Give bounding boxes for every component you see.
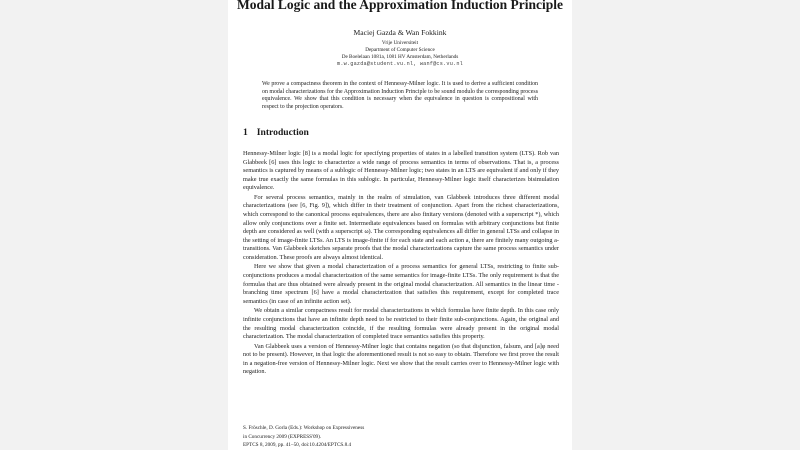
paragraph: We obtain a similar compactness result for modal characterizations in which formulas have finite depth. In this case only infinite conjunctions that have an infinite depth need to be restricted to their finite sub-conjunctions. Again, the original and the resulting modal characterization coincide, if the resulting formulas were already present in the original modal characterization. The modal characterization of completed trace semantics satisfies this property.	[243, 307, 559, 341]
paper-title: Modal Logic and the Approximation Induction Principle	[236, 0, 564, 12]
section-heading	[243, 127, 309, 138]
footer-line: EPTCS 8, 2009, pp. 41–50, doi:10.4204/EPTCS.8.4	[243, 442, 352, 449]
affiliation-address: De Boelelaan 1081a, 1081 HV Amsterdam, Netherlands	[341, 53, 459, 60]
footer-line: in Concurrency 2009 (EXPRESS'09).	[243, 433, 322, 440]
affiliation-university: Vrije Universiteit	[381, 40, 419, 46]
paragraph: Van Glabbeek uses a version of Hennessy-Milner logic that contains negation (so that disjunction, falsum, and [a]φ need not to be present). However, in that logic the aforementioned result is not so easy to obtain. Therefore we first prove the result in a negation-free version of Hennessy-Milner logic. Next we show that the result carries over to Hennessy-Milner logic with negation.	[243, 342, 559, 376]
paragraph: Here we show that given a modal characterization of a process semantics for general LTSs, restricting to finite sub-conjunctions produces a modal characterization of the same semantics for image-finite LTSs. The only requirement is that the formulas that are thus obtained were already present in the original modal characterization. All semantics in the linear time - branching time spectrum [6] have a modal characterization that satisfies this requirement, except for completed trace semantics (in case of an infinite action set).	[243, 263, 559, 305]
footer-line: S. Fröschle, D. Gorla (Eds.): Workshop on Expressiveness	[243, 425, 365, 431]
abstract: We prove a compactness theorem in the context of Hennessy-Milner logic. It is used to derive a sufficient condition on modal characterizations for the Approximation Induction Principle to be sound modulo the corresponding process equivalence. We show that this condition is necessary when the equivalence in question is compositional with respect to the projection operators.	[262, 81, 538, 110]
introduction-body	[243, 150, 559, 378]
paper-authors: Maciej Gazda & Wan Fokkink	[353, 28, 447, 37]
paper-page	[228, 0, 572, 450]
section-number: 1	[243, 127, 248, 138]
paragraph: For several process semantics, mainly in the realm of simulation, van Glabbeek introduces three different modal characterizations (see [6, Fig. 9]), which differ in their treatment of conjunction. Apart from the richest characterizations, which correspond to the canonical process equivalences, there are also finitary versions (denoted with a superscript *), which allow only conjunctions over a finite set. Intermediate equivalences based on formulas with arbitrary conjunctions but finite depth are considered as well (with a superscript ω). The corresponding equivalences all differ in general LTSs and collapse in the setting of image-finite LTSs. An LTS is image-finite if for each state and each action a, there are finitely many outgoing a-transitions. Van Glabbeek sketches separate proofs that the modal characterizations capture the same process semantics under consideration. These proofs are always almost identical.	[243, 193, 559, 261]
section-title: Introduction	[256, 127, 309, 138]
author-emails: m.w.gazda@student.vu.nl, wanf@cs.vu.nl	[337, 61, 463, 67]
publication-footer	[243, 424, 443, 450]
affiliation-department: Department of Computer Science	[365, 46, 435, 53]
paragraph: Hennessy-Milner logic [8] is a modal logic for specifying properties of states in a labelled transition system (LTS). Rob van Glabbeek [6] uses this logic to characterize a wide range of process semantics in terms of observations. That is, a process semantics is captured by means of a sublogic of Hennessy-Milner logic; two states in an LTS are equivalent if and only if they make true exactly the same formulas in this sublogic. In particular, Hennessy-Milner logic itself characterizes bisimulation equivalence.	[243, 150, 559, 192]
